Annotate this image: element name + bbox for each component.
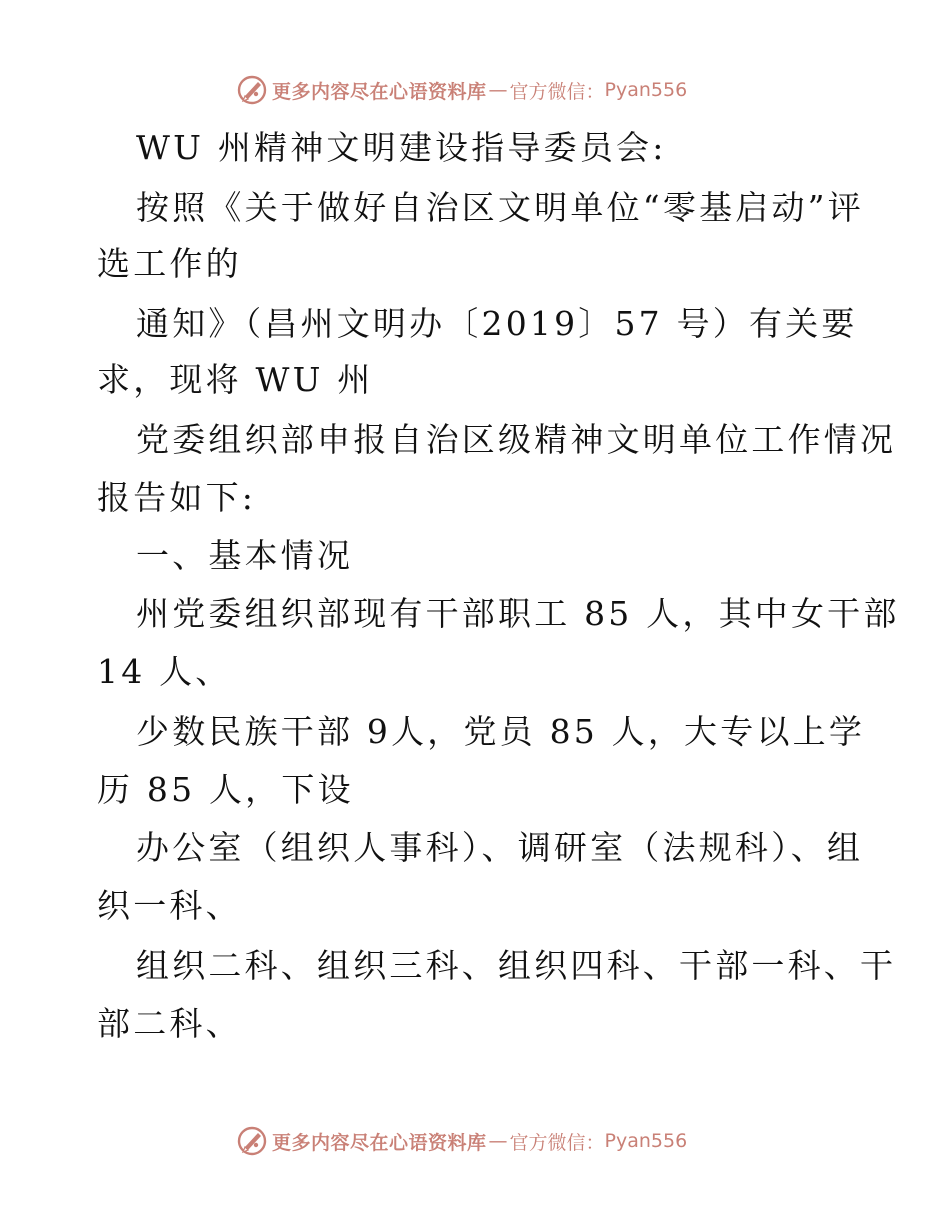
doc-line: 求，现将 WU 州 [97, 360, 374, 399]
doc-line: 办公室（组织人事科）、调研室（法规科）、组 [136, 828, 864, 867]
doc-line: 14 人、 [97, 652, 232, 691]
watermark-wechat-label: 官方微信： [509, 1131, 605, 1154]
watermark-text: 更多内容尽在心语资料库 [272, 80, 487, 103]
doc-line: 党委组织部申报自治区级精神文明单位工作情况 [136, 420, 897, 459]
doc-line: 织一科、 [97, 886, 242, 925]
doc-line: 州党委组织部现有干部职工 85 人，其中女干部 [136, 594, 900, 633]
doc-line: 选工作的 [97, 244, 242, 283]
doc-heading-basic-situation: 一、基本情况 [136, 536, 354, 575]
watermark-separator: — [488, 1130, 508, 1152]
watermark-wechat-id: Pyan556 [604, 79, 688, 101]
watermark-text: 更多内容尽在心语资料库 [272, 1131, 487, 1154]
doc-line-addressee: WU 州精神文明建设指导委员会: [136, 128, 667, 167]
pen-seal-icon [236, 74, 268, 106]
watermark-wechat-id: Pyan556 [604, 1130, 688, 1152]
watermark-separator: — [488, 79, 508, 101]
doc-line: 按照《关于做好自治区文明单位“零基启动”评 [136, 188, 864, 227]
watermark-header [236, 73, 687, 107]
doc-line: 组织二科、组织三科、组织四科、干部一科、干 [136, 946, 897, 985]
watermark-footer [236, 1124, 687, 1158]
doc-line: 部二科、 [97, 1004, 242, 1043]
doc-line: 通知》（昌州文明办〔2019〕57 号）有关要 [136, 304, 858, 343]
doc-line: 历 85 人，下设 [97, 770, 354, 809]
doc-line: 报告如下: [97, 478, 257, 517]
pen-seal-icon [236, 1125, 268, 1157]
doc-line: 少数民族干部 9人，党员 85 人，大专以上学 [136, 712, 866, 751]
watermark-wechat-label: 官方微信： [509, 80, 605, 103]
